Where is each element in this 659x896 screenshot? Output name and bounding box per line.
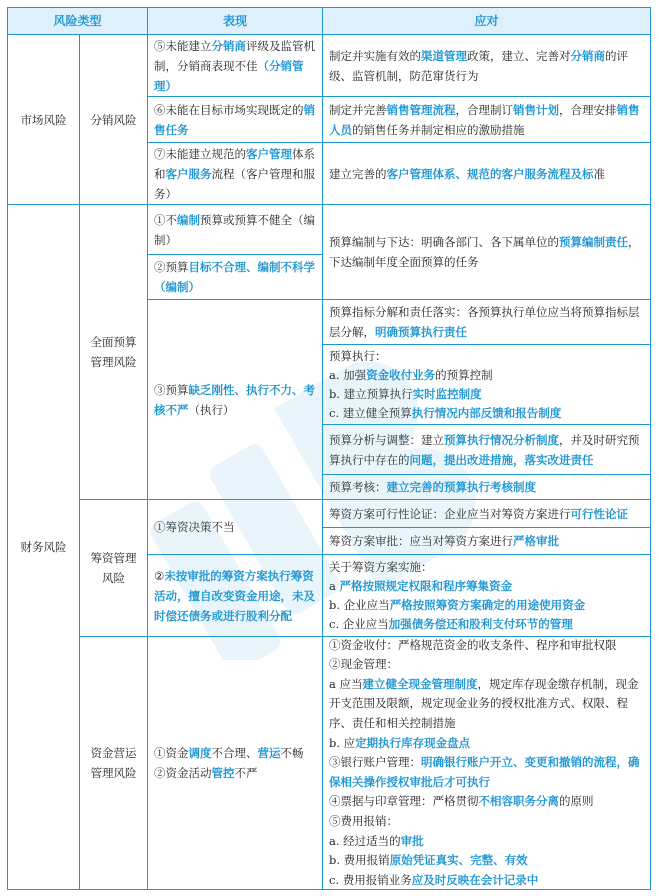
symptom-text [154, 517, 316, 537]
symptom-cell [147, 499, 323, 555]
highlight-text: 资金收付业务 [366, 367, 436, 382]
text-line [329, 655, 644, 675]
text-line [154, 763, 316, 783]
subcategory-label: 筹资管理风险 [90, 551, 137, 585]
header-response [322, 7, 651, 35]
plain-text: ⑥未能在目标市场实现既定的 [154, 102, 304, 117]
text-line [154, 743, 316, 763]
plain-text: 关于筹资方案实施： [329, 559, 433, 574]
plain-text: 政策，建立、完善对 [467, 48, 571, 63]
plain-text: ，并及时研究预算执行中存在的 [329, 432, 640, 467]
highlight-text: 严格审批 [513, 534, 559, 548]
symptom-cell [147, 142, 323, 205]
header-risk-type-label: 风险类型 [53, 14, 102, 28]
plain-text: ①筹资决策不当 [154, 520, 235, 534]
highlight-text: 严格按照筹资方案确定的用途使用资金 [389, 597, 586, 612]
highlight-text: 预算执行情况分析制度 [444, 432, 559, 447]
response-cell [322, 204, 651, 300]
plain-text: ①不 [154, 212, 177, 227]
response-cell [322, 527, 651, 555]
subcategory-budget-risk [79, 204, 148, 500]
response-cell [322, 636, 651, 890]
plain-text: ③银行账户管理： [329, 755, 421, 770]
category-label: 市场风险 [20, 112, 67, 127]
symptom-text [154, 380, 316, 420]
subcategory-fund-operation-risk [79, 636, 148, 890]
plain-text: ，合理制订 [455, 102, 513, 117]
highlight-text: 管控 [211, 766, 235, 780]
highlight-text: 执行情况内部反馈和报告制度 [411, 405, 562, 420]
subcategory-label: 全面预算管理风险 [90, 335, 137, 369]
symptom-cell [147, 254, 323, 300]
response-text [329, 636, 644, 891]
response-cell [322, 344, 651, 425]
plain-text: ④票据与印章管理：严格贯彻 [329, 794, 479, 809]
plain-text: 的原则 [559, 794, 594, 809]
plain-text: 的销售任务并制定相应的激励措施 [352, 122, 525, 137]
plain-text: a [329, 578, 340, 593]
response-text [329, 164, 644, 184]
highlight-text: 客户管理体系、规范的客户服务流程及标 [386, 166, 594, 181]
plain-text: 预算指标分解和责任落实：各预算执行单位应当将预算指标层层分解， [329, 305, 640, 339]
text-line [329, 753, 644, 792]
highlight-text: 实时监控制度 [412, 386, 482, 401]
plain-text: b. 建立预算执行 [329, 386, 413, 401]
plain-text: ②资金活动 [154, 766, 212, 780]
response-cell [322, 424, 651, 475]
plain-text: 预算分析与调整：建立 [329, 432, 444, 447]
highlight-text: 可行性论证 [570, 506, 628, 521]
response-text [329, 232, 644, 272]
highlight-text: 客户服务 [165, 166, 212, 181]
highlight-text: （分销管理） [154, 58, 304, 93]
plain-text: 准 [593, 166, 605, 181]
plain-text: ③预算 [154, 382, 189, 397]
plain-text: b. 企业应当 [329, 597, 390, 612]
response-cell [322, 474, 651, 500]
text-line [329, 851, 644, 871]
highlight-text: 定期执行库存现金盘点 [355, 735, 471, 750]
plain-text: a 应当 [329, 676, 363, 691]
text-line [329, 558, 644, 577]
subcategory-financing-risk [79, 499, 148, 637]
symptom-text [154, 144, 316, 204]
highlight-text: 严格按照规定权限和程序筹集资金 [339, 578, 513, 593]
plain-text: 预算或预算不健全（编制） [154, 212, 315, 247]
plain-text: c. 企业应当 [329, 616, 389, 631]
plain-text: ，规定库存现金缴存机制，现金开支范围及限额，规定现金业务的授权批准方式、权限、程序、责任和相关控制措施 [329, 676, 639, 731]
plain-text: ② [154, 568, 165, 583]
subcategory-label: 资金营运管理风险 [90, 746, 137, 780]
plain-text: 预算编制与下达：明确各部门、各下属单位的 [329, 235, 559, 249]
highlight-text: 营运 [257, 746, 281, 760]
plain-text: 评级及监管机制，分销商表现不佳 [154, 38, 315, 73]
subcategory-distribution-risk [79, 34, 148, 205]
text-line [329, 404, 644, 423]
symptom-cell [147, 204, 323, 255]
text-line [329, 636, 644, 656]
plain-text: 筹资方案可行性论证：企业应当对筹资方案进行 [329, 506, 571, 521]
response-cell [322, 142, 651, 205]
plain-text: 建立完善的 [329, 166, 387, 181]
plain-text: 体系和 [154, 146, 315, 181]
header-response-label: 应对 [474, 14, 499, 28]
plain-text: ①资金 [154, 746, 189, 760]
plain-text: a. 经过适当的 [329, 833, 401, 848]
symptom-text [154, 100, 316, 140]
response-text [329, 46, 644, 86]
text-line [329, 675, 644, 734]
plain-text: ⑤未能建立 [154, 38, 212, 53]
plain-text: 预算执行： [329, 348, 387, 363]
category-finance-risk [7, 204, 80, 890]
text-line [329, 871, 644, 891]
plain-text: （执行） [188, 402, 235, 417]
text-line [329, 347, 644, 366]
response-text [329, 347, 644, 423]
response-text [329, 531, 644, 551]
plain-text: ①资金收付：严格规范资金的收支条件、程序和审批权限 [329, 637, 617, 652]
text-line [329, 366, 644, 385]
highlight-text: 分销商 [570, 48, 605, 63]
highlight-text: 缺乏刚性、执行不力、考核不严 [154, 382, 315, 417]
plain-text: ②预算 [154, 260, 189, 274]
header-symptom-label: 表现 [222, 14, 247, 28]
response-text [329, 504, 644, 524]
highlight-text: 明确预算执行责任 [375, 325, 467, 339]
highlight-text: 应及时反映在会计记录中 [411, 872, 539, 887]
text-line [329, 832, 644, 852]
highlight-text: 分销商 [211, 38, 246, 53]
symptom-cell [147, 96, 323, 143]
plain-text: a. 加强 [329, 367, 367, 382]
symptom-cell [147, 554, 323, 637]
response-text [329, 430, 644, 470]
plain-text: b. 应 [329, 735, 356, 750]
highlight-text: 未按审批的筹资方案执行筹资活动，擅自改变资金用途，未及时偿还债务或进行股利分配 [154, 568, 315, 623]
category-label: 财务风险 [20, 540, 67, 554]
highlight-text: 原始凭证真实、完整、有效 [389, 853, 528, 868]
highlight-text: 销售人员 [329, 102, 640, 137]
plain-text: 流程（客户管理和服务） [154, 166, 315, 201]
response-text [329, 558, 644, 634]
text-line [329, 385, 644, 404]
plain-text: 不合理、 [211, 746, 258, 760]
symptom-text [154, 743, 316, 783]
highlight-text: 销售管理流程 [386, 102, 456, 117]
plain-text: 的评级、监管机制，防范窜货行为 [329, 48, 628, 83]
symptom-text [154, 210, 316, 250]
plain-text: ②现金管理： [329, 657, 398, 672]
highlight-text: 销售计划 [513, 102, 559, 117]
response-text [329, 477, 644, 497]
text-line [329, 577, 644, 596]
plain-text: 制定并实施有效的 [329, 48, 421, 63]
highlight-text: 预算编制责任 [559, 235, 628, 249]
highlight-text: 不相容职务分离 [478, 794, 559, 809]
category-market-risk [7, 34, 80, 205]
text-line [329, 792, 644, 812]
plain-text: ⑤费用报销： [329, 813, 398, 828]
plain-text: 制定并完善 [329, 102, 387, 117]
highlight-text: 渠道管理 [421, 48, 467, 63]
text-line [329, 734, 644, 754]
plain-text: 不畅 [280, 746, 304, 760]
plain-text: ⑦未能建立规范的 [154, 146, 246, 161]
symptom-text [154, 36, 316, 96]
highlight-text: 明确银行账户开立、变更和撤销的流程，确保相关操作授权审批后才可执行 [329, 755, 640, 789]
symptom-cell [147, 299, 323, 500]
highlight-text: 调度 [188, 746, 212, 760]
response-cell [322, 96, 651, 143]
highlight-text: 目标不合理、编制不科学（编制） [154, 260, 315, 294]
subcategory-label: 分销风险 [90, 112, 137, 127]
symptom-cell [147, 34, 323, 97]
symptom-text [154, 566, 316, 626]
highlight-text: 审批 [400, 833, 424, 848]
highlight-text: 问题，提出改进措施，落实改进责任 [409, 452, 594, 467]
highlight-text: 客户管理 [246, 146, 292, 161]
plain-text: 不严 [234, 766, 258, 780]
highlight-text: 编制 [177, 212, 200, 227]
response-cell [322, 34, 651, 97]
response-text [329, 302, 644, 342]
plain-text: c. 费用报销业务 [329, 872, 412, 887]
text-line [329, 596, 644, 615]
highlight-text: 加强债务偿还和股利支付环节的管理 [388, 616, 573, 631]
plain-text: 预算考核： [329, 480, 387, 494]
response-cell [322, 554, 651, 637]
text-line [329, 615, 644, 634]
header-risk-type [7, 7, 148, 35]
plain-text: c. 建立健全预算 [329, 405, 412, 420]
response-cell [322, 499, 651, 528]
text-line [329, 812, 644, 832]
plain-text: ，下达编制年度全面预算的任务 [329, 235, 640, 269]
plain-text: ，合理安排 [559, 102, 617, 117]
symptom-text [154, 257, 316, 297]
plain-text: b. 费用报销 [329, 853, 390, 868]
plain-text: 筹资方案审批：应当对筹资方案进行 [329, 534, 513, 548]
symptom-cell [147, 636, 323, 890]
highlight-text: 建立完善的预算执行考核制度 [386, 480, 536, 494]
response-text [329, 100, 644, 140]
response-cell [322, 299, 651, 345]
highlight-text: 建立健全现金管理制度 [362, 676, 478, 691]
highlight-text: 销售任务 [154, 102, 315, 137]
header-symptom [147, 7, 323, 35]
plain-text: 的预算控制 [435, 367, 493, 382]
